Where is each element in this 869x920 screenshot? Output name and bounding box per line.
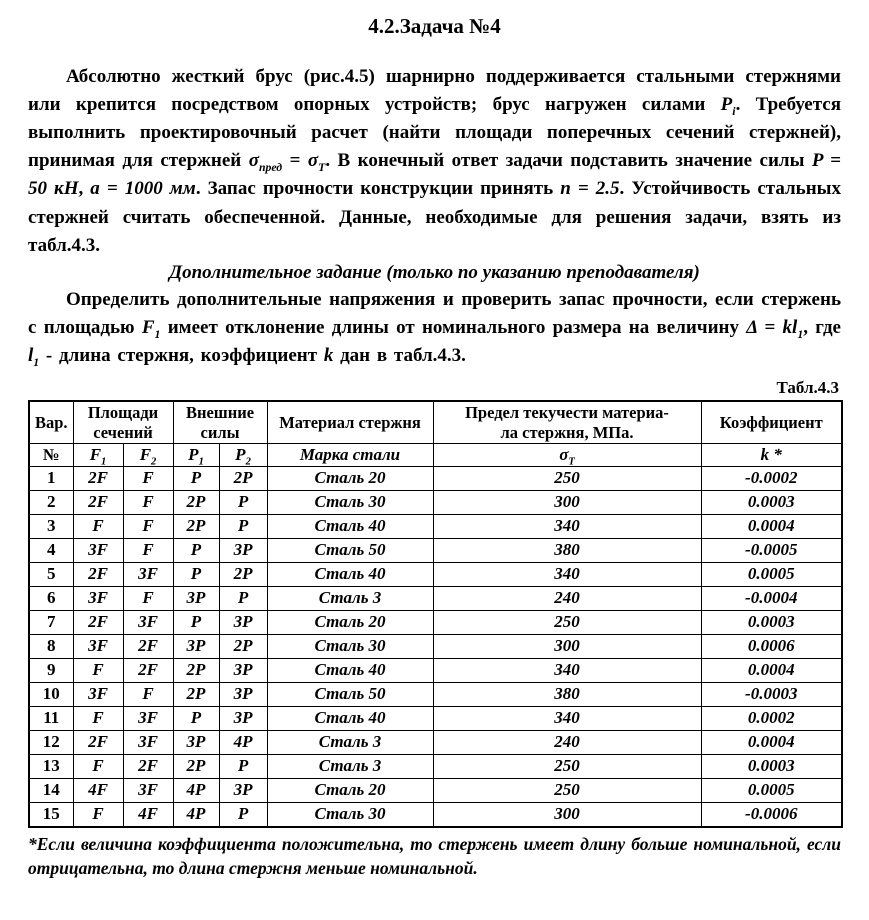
cell-p2: P — [219, 515, 267, 539]
cell-f1: 3F — [73, 683, 123, 707]
cell-f2: 3F — [123, 707, 173, 731]
table-caption: Табл.4.3 — [776, 378, 839, 398]
table-row — [29, 563, 842, 587]
header-p2-base: P — [235, 445, 246, 465]
header-p1-base: P — [188, 445, 199, 465]
cell-p1: P — [173, 539, 219, 563]
header-f1 — [73, 444, 123, 467]
table-row — [29, 587, 842, 611]
header-f1-sub: 1 — [101, 456, 107, 467]
cell-steel-grade: Сталь 30 — [267, 803, 433, 828]
cell-f1: 2F — [73, 563, 123, 587]
cell-steel-grade: Сталь 30 — [267, 635, 433, 659]
cell-f2: F — [123, 467, 173, 491]
cell-variant-number: 3 — [29, 515, 73, 539]
cell-p1: 2P — [173, 515, 219, 539]
cell-p1: P — [173, 467, 219, 491]
cell-p1: 2P — [173, 683, 219, 707]
cell-f1: 2F — [73, 491, 123, 515]
variants-table — [28, 400, 843, 828]
cell-f1: 2F — [73, 731, 123, 755]
cell-yield-strength: 380 — [433, 539, 701, 563]
cell-p1: 4P — [173, 803, 219, 828]
cell-steel-grade: Сталь 40 — [267, 659, 433, 683]
header-yield-group — [433, 401, 701, 443]
cell-p1: 4P — [173, 779, 219, 803]
cell-coefficient: 0.0003 — [701, 611, 842, 635]
cell-p1: P — [173, 563, 219, 587]
cell-p2: 3P — [219, 707, 267, 731]
cell-steel-grade: Сталь 30 — [267, 491, 433, 515]
cell-steel-grade: Сталь 50 — [267, 539, 433, 563]
table-row — [29, 635, 842, 659]
cell-f2: F — [123, 515, 173, 539]
paragraph-additional: Определить дополнительные напряжения и проверить запас прочности, если стержень с площадью $F_1$ имеет отклонение длины от номинального размера на величину $\Delta = kl_1$, где $l_1$ - длина стержня, коэффициент k дан в табл.4.3. — [28, 288, 841, 369]
header-variant: Вар. — [29, 401, 73, 443]
cell-p1: 3P — [173, 731, 219, 755]
cell-f1: F — [73, 755, 123, 779]
header-sigma-sub: Т — [568, 456, 575, 467]
header-sigma-base: σ — [559, 445, 569, 465]
cell-f1: 3F — [73, 587, 123, 611]
cell-variant-number: 13 — [29, 755, 73, 779]
cell-f1: F — [73, 659, 123, 683]
cell-f2: 3F — [123, 779, 173, 803]
table-row — [29, 611, 842, 635]
cell-f2: 2F — [123, 659, 173, 683]
cell-yield-strength: 340 — [433, 707, 701, 731]
cell-coefficient: -0.0004 — [701, 587, 842, 611]
table-row — [29, 731, 842, 755]
cell-p2: 3P — [219, 659, 267, 683]
cell-variant-number: 7 — [29, 611, 73, 635]
cell-steel-grade: Сталь 20 — [267, 779, 433, 803]
cell-variant-number: 5 — [29, 563, 73, 587]
cell-f2: 2F — [123, 635, 173, 659]
cell-p2: 2P — [219, 467, 267, 491]
cell-p1: 2P — [173, 659, 219, 683]
cell-coefficient: 0.0003 — [701, 491, 842, 515]
cell-p1: 3P — [173, 587, 219, 611]
cell-p2: P — [219, 803, 267, 828]
table-row — [29, 779, 842, 803]
cell-yield-strength: 240 — [433, 731, 701, 755]
header-forces-group: Внешние силы — [173, 401, 267, 443]
header-f2 — [123, 444, 173, 467]
cell-f1: 3F — [73, 539, 123, 563]
page-title: 4.2.Задача №4 — [368, 14, 501, 38]
variants-table-body — [29, 467, 842, 828]
cell-p2: 3P — [219, 683, 267, 707]
cell-p2: 3P — [219, 779, 267, 803]
cell-f1: 3F — [73, 635, 123, 659]
cell-coefficient: 0.0002 — [701, 707, 842, 731]
header-p2-sub: 2 — [245, 456, 251, 467]
header-p1 — [173, 444, 219, 467]
cell-steel-grade: Сталь 20 — [267, 611, 433, 635]
cell-f1: 2F — [73, 467, 123, 491]
cell-p1: 2P — [173, 755, 219, 779]
cell-p2: 2P — [219, 563, 267, 587]
cell-p2: 2P — [219, 635, 267, 659]
header-p1-sub: 1 — [198, 456, 204, 467]
cell-coefficient: 0.0004 — [701, 659, 842, 683]
cell-yield-strength: 340 — [433, 563, 701, 587]
cell-p2: 3P — [219, 539, 267, 563]
cell-steel-grade: Сталь 3 — [267, 587, 433, 611]
header-f1-base: F — [89, 445, 102, 465]
cell-yield-strength: 340 — [433, 659, 701, 683]
cell-p1: 3P — [173, 635, 219, 659]
table-row — [29, 707, 842, 731]
cell-p1: P — [173, 707, 219, 731]
cell-f2: F — [123, 683, 173, 707]
cell-variant-number: 8 — [29, 635, 73, 659]
cell-f2: 3F — [123, 611, 173, 635]
cell-steel-grade: Сталь 3 — [267, 755, 433, 779]
cell-f2: 3F — [123, 731, 173, 755]
cell-variant-number: 14 — [29, 779, 73, 803]
cell-coefficient: 0.0005 — [701, 563, 842, 587]
cell-coefficient: 0.0006 — [701, 635, 842, 659]
header-material-group: Материал стержня — [267, 401, 433, 443]
cell-steel-grade: Сталь 40 — [267, 707, 433, 731]
cell-f2: F — [123, 587, 173, 611]
cell-yield-strength: 250 — [433, 467, 701, 491]
table-row — [29, 659, 842, 683]
cell-f1: F — [73, 707, 123, 731]
cell-yield-strength: 340 — [433, 515, 701, 539]
header-yield-line2: ла стержня, МПа. — [500, 422, 634, 442]
table-row — [29, 539, 842, 563]
cell-p2: 3P — [219, 611, 267, 635]
cell-variant-number: 6 — [29, 587, 73, 611]
cell-coefficient: 0.0004 — [701, 731, 842, 755]
cell-p2: 4P — [219, 731, 267, 755]
cell-variant-number: 1 — [29, 467, 73, 491]
table-row — [29, 491, 842, 515]
cell-coefficient: -0.0006 — [701, 803, 842, 828]
cell-f1: F — [73, 803, 123, 828]
header-areas-group: Площади сечений — [73, 401, 173, 443]
cell-p1: 2P — [173, 491, 219, 515]
header-sigma — [433, 444, 701, 467]
cell-p2: P — [219, 755, 267, 779]
header-k: k * — [701, 444, 842, 467]
table-row — [29, 467, 842, 491]
header-f2-sub: 2 — [151, 456, 157, 467]
header-yield-line1: Предел текучести материа- — [465, 403, 669, 423]
cell-p1: P — [173, 611, 219, 635]
cell-steel-grade: Сталь 40 — [267, 515, 433, 539]
cell-yield-strength: 250 — [433, 779, 701, 803]
header-steel-grade: Марка стали — [267, 444, 433, 467]
additional-task-heading: Дополнительное задание (только по указанию преподавателя) — [169, 261, 700, 283]
variants-table-head — [29, 401, 842, 466]
cell-steel-grade: Сталь 40 — [267, 563, 433, 587]
cell-p2: P — [219, 587, 267, 611]
cell-steel-grade: Сталь 50 — [267, 683, 433, 707]
footnote: *Если величина коэффициента положительна, то стержень имеет длину больше номинальной, если отрицательна, то длина стержня меньше номинальной. — [28, 834, 841, 878]
cell-coefficient: 0.0004 — [701, 515, 842, 539]
table-row — [29, 755, 842, 779]
cell-yield-strength: 250 — [433, 755, 701, 779]
paragraph-intro: Абсолютно жесткий брус (рис.4.5) шарнирно поддерживается стальными стержнями или крепится посредством опорных устройств; брус нагружен силами $P_i$. Требуется выполнить проектировочный расчет (найти площади поперечных сечений стержней), принимая для стержней $\sigma_{пред} = \sigma_Т$. В конечный ответ задачи подставить значение силы P = 50 кН, a = 1000 мм. Запас прочности конструкции принять n = 2.5. Устойчивость стальных стержней считать обеспеченной. Данные, необходимые для решения задачи, взять из табл.4.3. — [28, 66, 842, 256]
cell-coefficient: 0.0005 — [701, 779, 842, 803]
cell-f2: 2F — [123, 755, 173, 779]
cell-f2: F — [123, 539, 173, 563]
cell-yield-strength: 250 — [433, 611, 701, 635]
header-coefficient-group: Коэффициент — [701, 401, 842, 443]
cell-variant-number: 11 — [29, 707, 73, 731]
header-f2-base: F — [139, 445, 152, 465]
table-row — [29, 515, 842, 539]
cell-f1: 2F — [73, 611, 123, 635]
cell-coefficient: -0.0002 — [701, 467, 842, 491]
cell-variant-number: 9 — [29, 659, 73, 683]
cell-p2: P — [219, 491, 267, 515]
header-row-groups — [29, 401, 842, 443]
cell-f2: 4F — [123, 803, 173, 828]
cell-yield-strength: 240 — [433, 587, 701, 611]
cell-f1: F — [73, 515, 123, 539]
cell-variant-number: 15 — [29, 803, 73, 828]
table-row — [29, 683, 842, 707]
header-p2 — [219, 444, 267, 467]
cell-f2: F — [123, 491, 173, 515]
cell-yield-strength: 380 — [433, 683, 701, 707]
cell-variant-number: 4 — [29, 539, 73, 563]
header-row-symbols — [29, 444, 842, 467]
cell-coefficient: 0.0003 — [701, 755, 842, 779]
cell-f2: 3F — [123, 563, 173, 587]
cell-yield-strength: 300 — [433, 803, 701, 828]
cell-f1: 4F — [73, 779, 123, 803]
cell-steel-grade: Сталь 20 — [267, 467, 433, 491]
cell-yield-strength: 300 — [433, 491, 701, 515]
cell-yield-strength: 300 — [433, 635, 701, 659]
header-number: № — [29, 444, 73, 467]
cell-variant-number: 2 — [29, 491, 73, 515]
cell-steel-grade: Сталь 3 — [267, 731, 433, 755]
cell-variant-number: 10 — [29, 683, 73, 707]
cell-coefficient: -0.0005 — [701, 539, 842, 563]
cell-variant-number: 12 — [29, 731, 73, 755]
table-row — [29, 803, 842, 828]
cell-coefficient: -0.0003 — [701, 683, 842, 707]
